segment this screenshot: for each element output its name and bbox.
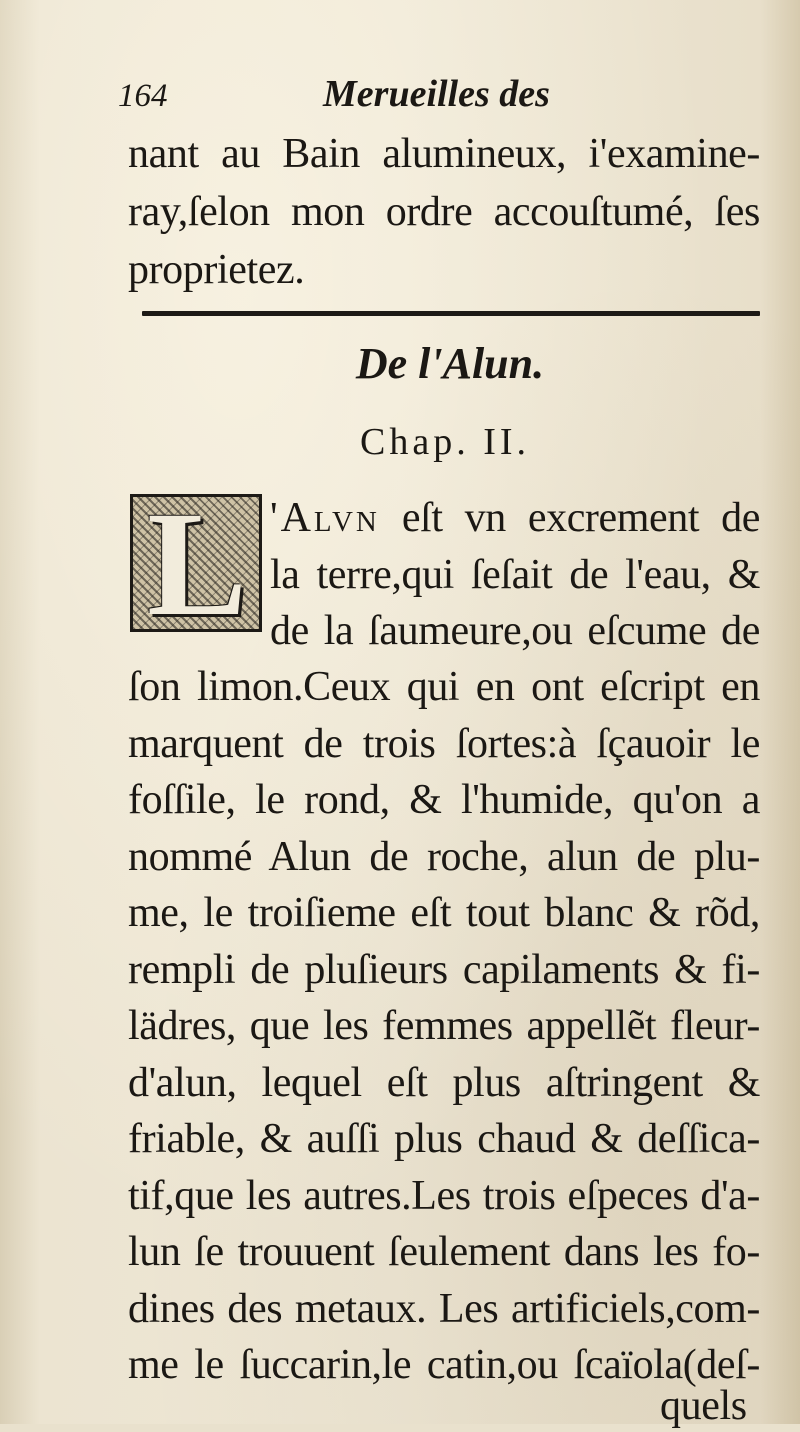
body-line-3: foſſile, le rond, & l'humide, qu'on a [128, 777, 760, 823]
opening-word: 'Alvn [270, 495, 380, 541]
body-line-1: ſon limon.Ceux qui en ont eſcript en [128, 664, 760, 710]
body-line-9: friable, & auſſi plus chaud & deſſica- [128, 1116, 760, 1162]
opening-line-3: de la ſaumeure,ou eſcume de [270, 608, 760, 654]
intro-line-3: proprietez. [128, 247, 305, 293]
body-line-10: tif,que les autres.Les trois eſpeces d'a- [128, 1173, 760, 1219]
catchword: quels [660, 1383, 747, 1429]
body-line-6: rempli de pluſieurs capilaments & fi- [128, 947, 760, 993]
intro-line-1: nant au Bain alumineux, i'examine- [128, 131, 760, 177]
body-line-8: d'alun, lequel eſt plus aſtringent & [128, 1060, 760, 1106]
section-title: De l'Alun. [355, 339, 545, 388]
intro-line-2: ray,ſelon mon ordre accouſtumé, ſes [128, 189, 760, 235]
horizontal-rule [142, 311, 760, 316]
body-line-13: me le ſuccarin,le catin,ou ſcaïola(deſ- [128, 1342, 760, 1388]
running-title: Merueilles des [323, 73, 550, 115]
page-number: 164 [118, 78, 168, 114]
chapter-heading: Chap. II. [359, 421, 531, 463]
body-line-5: me, le troiſieme eſt tout blanc & rõd, [128, 890, 760, 936]
running-head [118, 72, 638, 122]
body-line-11: lun ſe trouuent ſeulement dans les fo- [128, 1229, 760, 1275]
body-line-4: nommé Alun de roche, alun de plu- [128, 834, 760, 880]
body-line-12: dines des metaux. Les artificiels,com- [128, 1286, 760, 1332]
opening-line-2: la terre,qui ſeſait de l'eau, & [270, 552, 760, 598]
opening-line-1 [270, 492, 760, 544]
opening-line-1-text: eſt vn excrement de [379, 495, 760, 541]
decorated-initial-letter: L [147, 494, 248, 632]
body-line-2: marquent de trois ſortes:à ſçauoir le [128, 721, 760, 767]
decorated-initial [130, 494, 262, 632]
body-line-7: lädres, que les femmes appellẽt fleur- [128, 1003, 760, 1049]
